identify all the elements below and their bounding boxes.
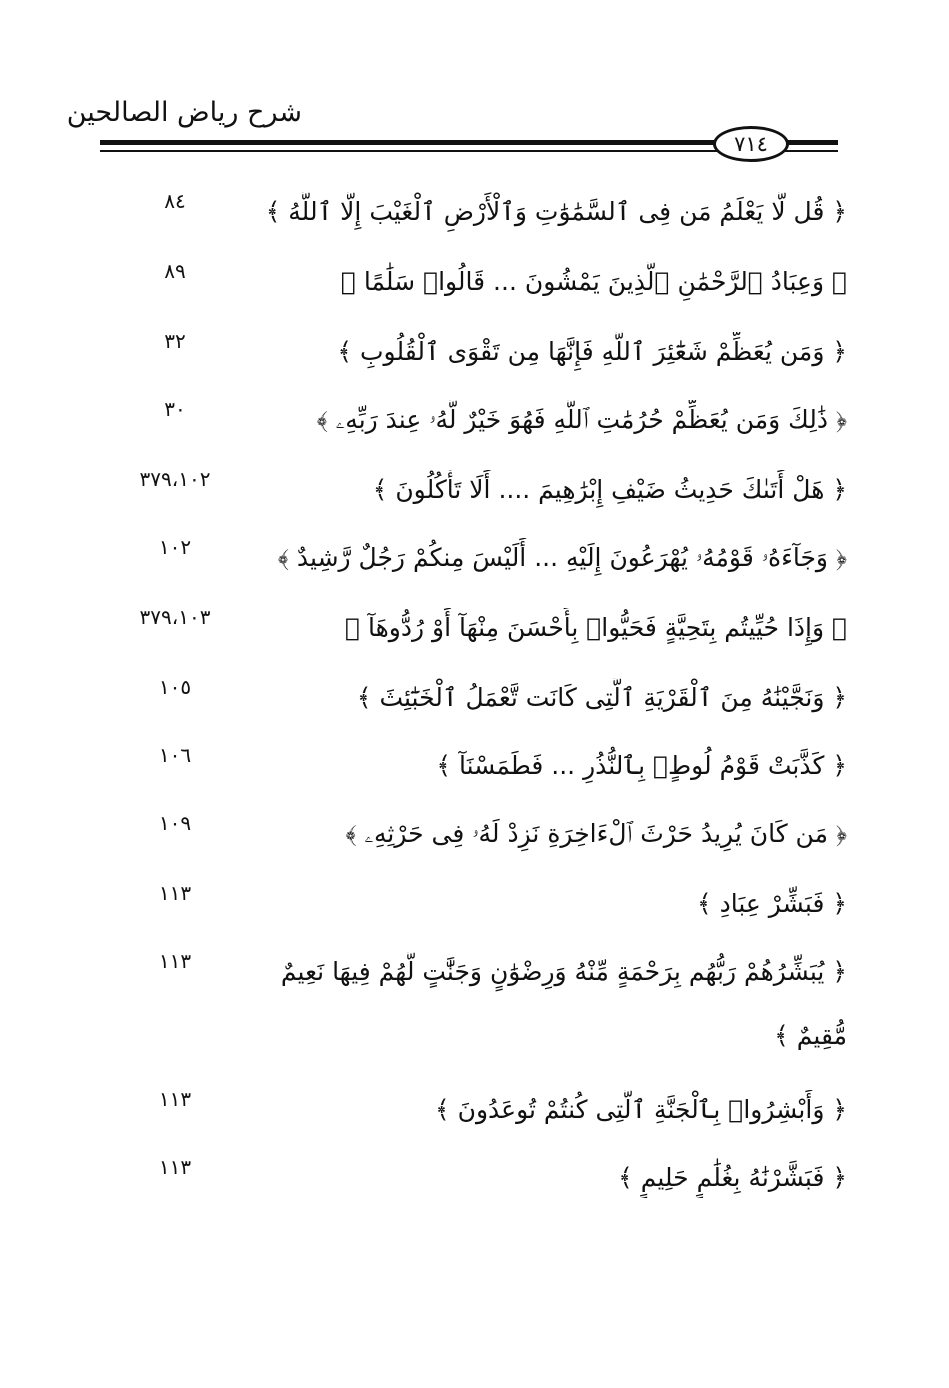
index-entry bbox=[0, 535, 949, 578]
page-number-badge: ٧١٤ bbox=[713, 126, 789, 162]
verse-text: ﴿ وَأَبْشِرُوا۟ بِٱلْجَنَّةِ ٱلَّتِى كُنتُمْ تُوعَدُونَ ﴾ bbox=[435, 1095, 847, 1124]
page-reference: ٣٠ bbox=[164, 397, 186, 421]
page-reference: ١١٣ bbox=[158, 1155, 192, 1179]
verse-text: ﴿ هَلْ أَتَىٰكَ حَدِيثُ ضَيْفِ إِبْرَٰهِيمَ .... أَلَا تَأْكُلُونَ ﴾ bbox=[372, 475, 847, 504]
page-reference: ١١٣ bbox=[158, 881, 192, 905]
index-entry bbox=[0, 811, 949, 854]
index-entry bbox=[0, 1155, 949, 1198]
page-reference: ٨٤ bbox=[164, 189, 186, 213]
page-reference: ١٠٥ bbox=[158, 675, 192, 699]
page-reference: ١١٣ bbox=[158, 1087, 192, 1111]
verse-text: ﴿ وَجَآءَهُۥ قَوْمُهُۥ يُهْرَعُونَ إِلَيْهِ ... أَلَيْسَ مِنكُمْ رَجُلٌ رَّشِيدٌ ﴾ bbox=[277, 543, 847, 572]
verse-text: ﴿ قُل لَّا يَعْلَمُ مَن فِى ٱلسَّمَٰوَٰتِ وَٱلْأَرْضِ ٱلْغَيْبَ إِلَّا ٱللَّهُ ﴾ bbox=[265, 197, 847, 226]
page-reference: ١٠٩ bbox=[158, 811, 192, 835]
page-reference: ٣٧٩،١٠٣ bbox=[139, 605, 211, 629]
index-entry bbox=[0, 675, 949, 718]
index-entry bbox=[0, 329, 949, 372]
running-header-title: شرح رياض الصالحين bbox=[66, 97, 302, 128]
verse-text: ﴿ ذَٰلِكَ وَمَن يُعَظِّمْ حُرُمَٰتِ ٱللَّهِ فَهُوَ خَيْرٌ لَّهُۥ عِندَ رَبِّهِۦ ﴾ bbox=[316, 405, 847, 434]
index-entry bbox=[0, 881, 949, 924]
index-entry bbox=[0, 189, 949, 232]
page-reference: ٣٢ bbox=[164, 329, 186, 353]
verse-text: ﴿ وَمَن يُعَظِّمْ شَعَٰٓئِرَ ٱللَّهِ فَإِنَّهَا مِن تَقْوَى ٱلْقُلُوبِ ﴾ bbox=[337, 337, 847, 366]
page-reference: ١١٣ bbox=[158, 949, 192, 973]
verse-text: ﴿ فَبَشِّرْ عِبَادِ ﴾ bbox=[697, 889, 847, 918]
verse-text: ﴿ مَن كَانَ يُرِيدُ حَرْثَ ٱلْءَاخِرَةِ نَزِدْ لَهُۥ فِى حَرْثِهِۦ ﴾ bbox=[345, 819, 847, 848]
verse-text: ﴿ كَذَّبَتْ قَوْمُ لُوطٍۭ بِٱلنُّذُرِ ... فَطَمَسْنَآ ﴾ bbox=[436, 751, 847, 780]
page-reference: ٣٧٩،١٠٢ bbox=[139, 467, 211, 491]
index-entry bbox=[0, 605, 949, 648]
page-reference: ١٠٢ bbox=[158, 535, 192, 559]
index-entry bbox=[0, 467, 949, 510]
verse-text: ﴿ وَنَجَّيْنَٰهُ مِنَ ٱلْقَرْيَةِ ٱلَّتِى كَانَت تَّعْمَلُ ٱلْخَبَٰٓئِثَ ﴾ bbox=[356, 683, 847, 712]
index-entry bbox=[0, 949, 949, 1056]
verse-text-continued: مُّقِيمٌ ﴾ bbox=[774, 1021, 847, 1050]
verse-text: ﴿ يُبَشِّرُهُمْ رَبُّهُم بِرَحْمَةٍ مِّنْهُ وَرِضْوَٰنٍ وَجَنَّٰتٍ لَّهُمْ فِيهَا نَعِيمٌ bbox=[280, 957, 847, 986]
verse-text: ﴿ وَإِذَا حُيِّيتُم بِتَحِيَّةٍ فَحَيُّوا۟ بِأَحْسَنَ مِنْهَآ أَوْ رُدُّوهَآ ﴾ bbox=[345, 613, 847, 642]
page-reference: ٨٩ bbox=[164, 259, 186, 283]
index-entry bbox=[0, 259, 949, 302]
page-reference: ١٠٦ bbox=[158, 743, 192, 767]
index-entry bbox=[0, 743, 949, 786]
verse-text: ﴿ فَبَشَّرْنَٰهُ بِغُلَٰمٍ حَلِيمٍ ﴾ bbox=[618, 1163, 847, 1192]
index-entry bbox=[0, 1087, 949, 1130]
index-entry bbox=[0, 397, 949, 440]
verse-text: ﴿ وَعِبَادُ ٱلرَّحْمَٰنِ ٱلَّذِينَ يَمْشُونَ ... قَالُوا۟ سَلَٰمًا ﴾ bbox=[340, 267, 847, 296]
